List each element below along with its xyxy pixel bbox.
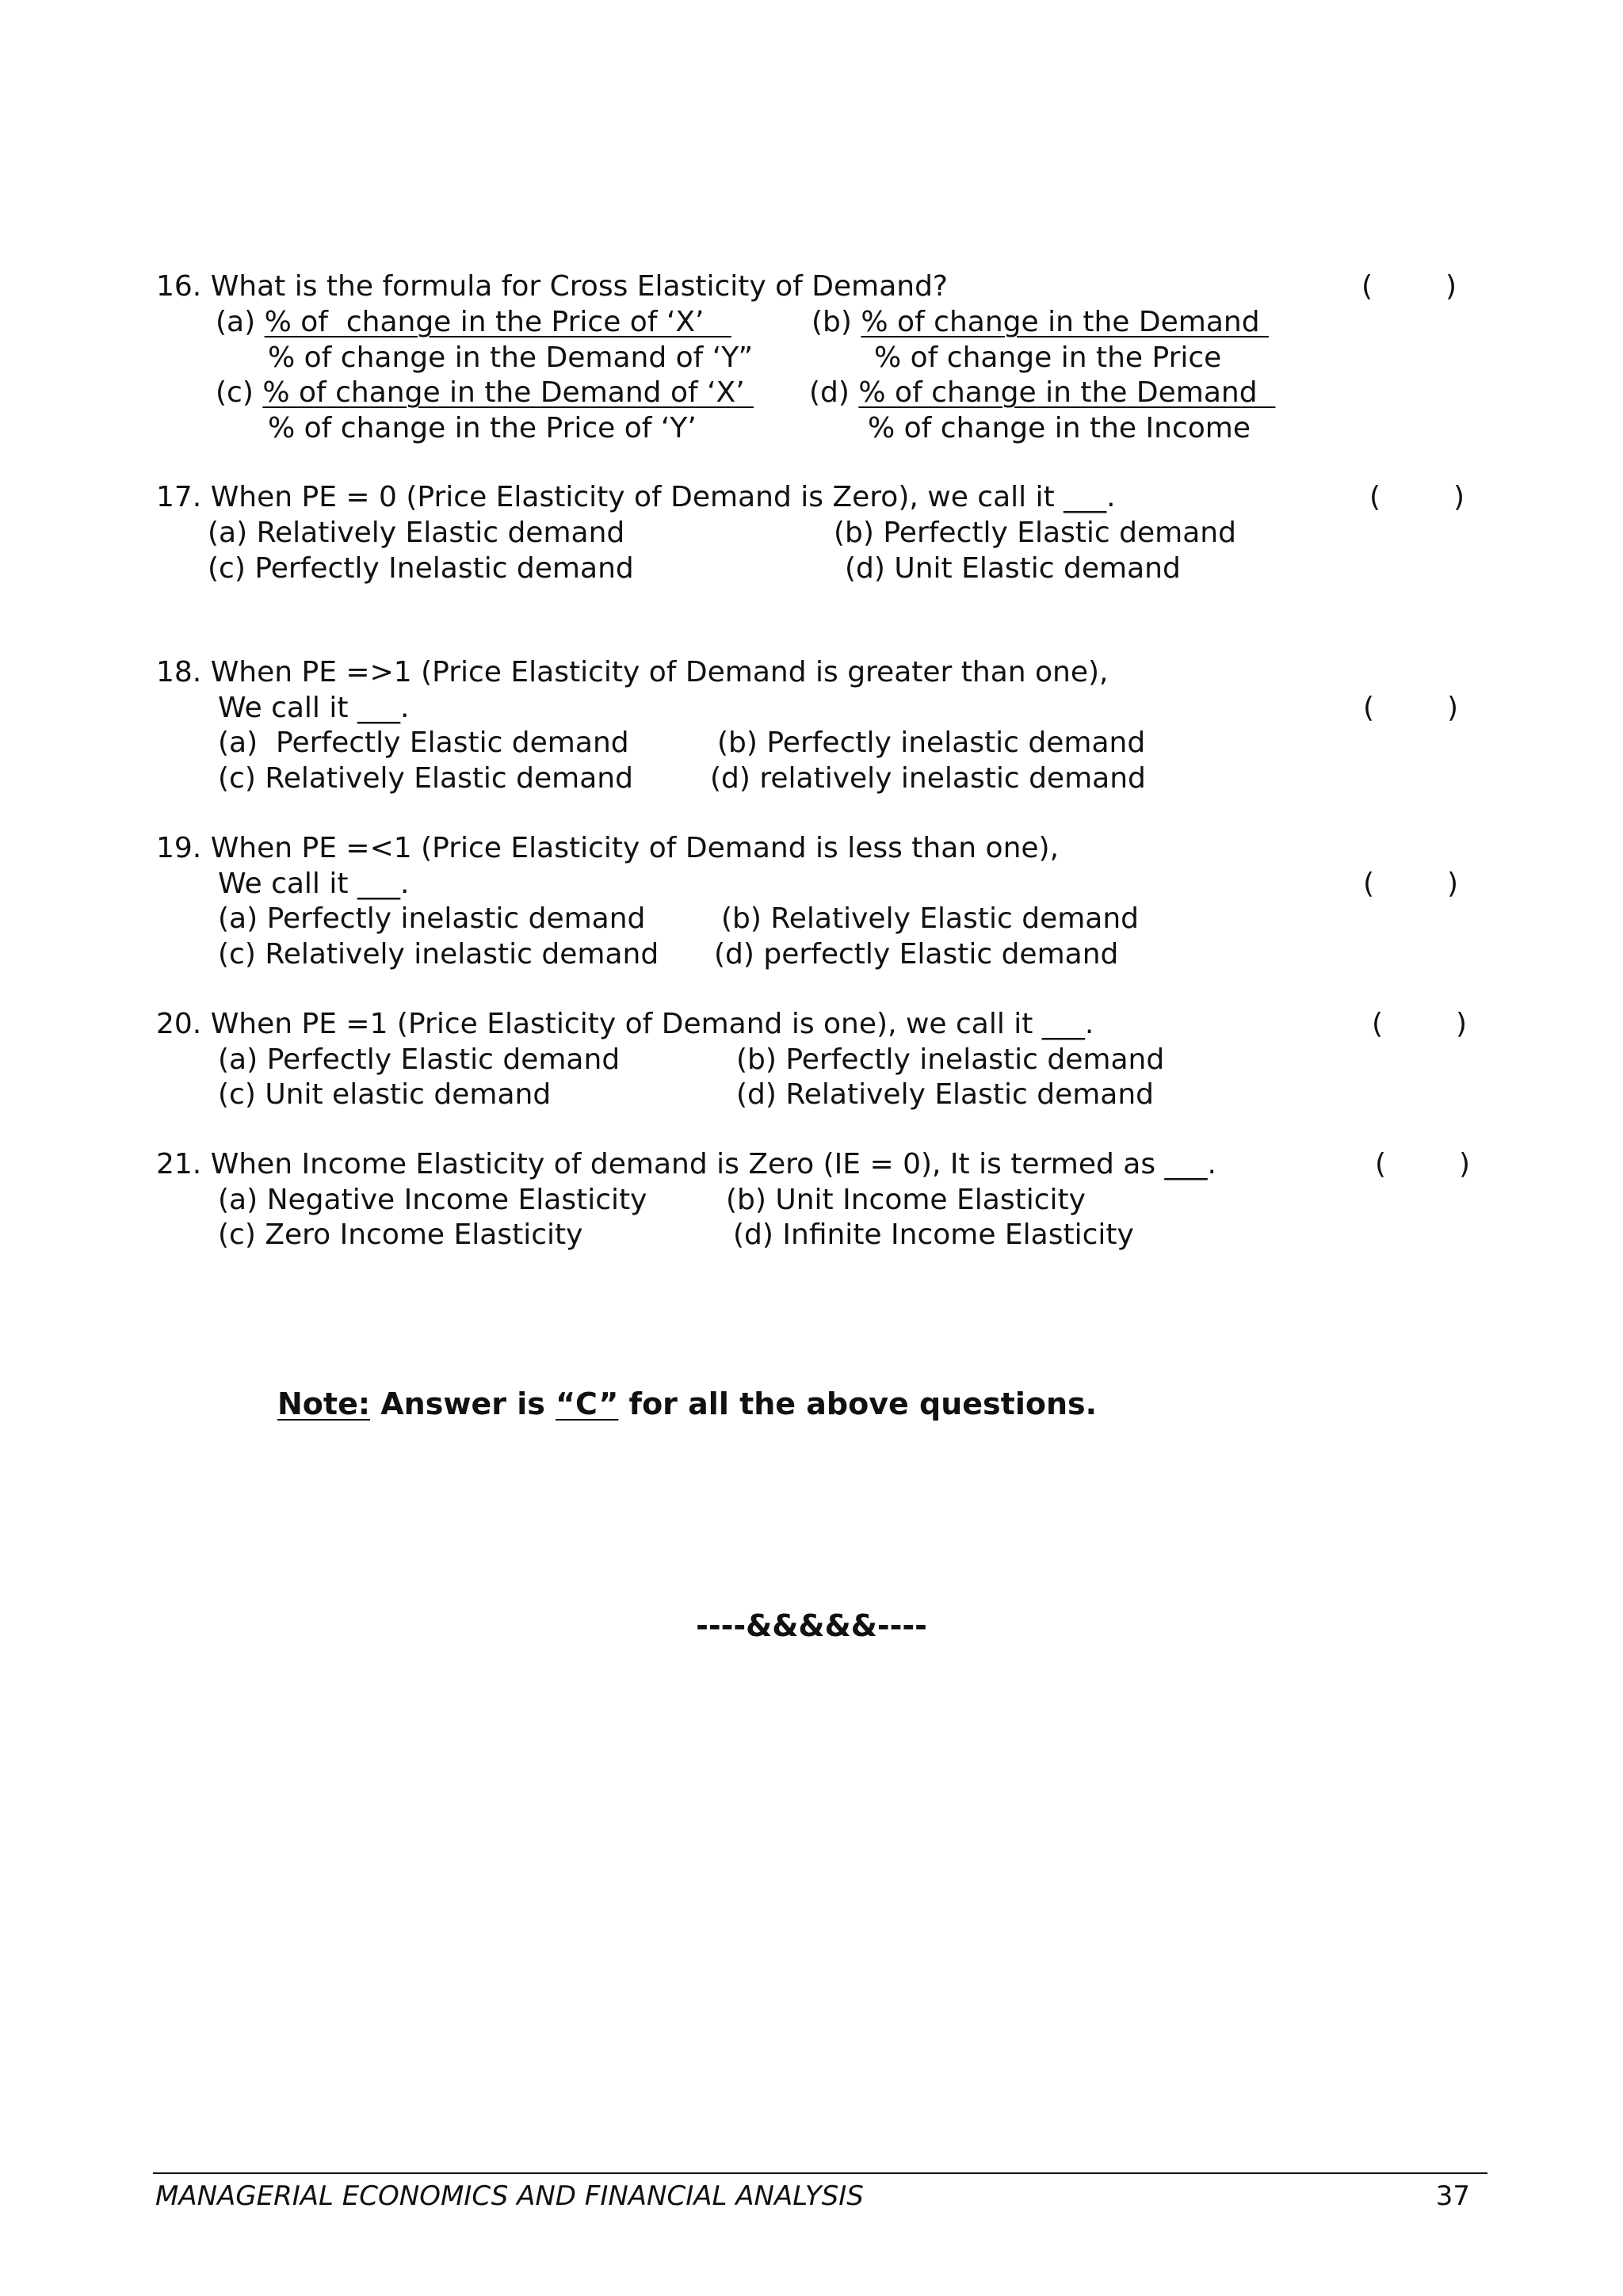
answer-note: Note: Answer is “C” for all the above questions. — [277, 1386, 1098, 1421]
option-20c: (c) Unit elastic demand — [218, 1078, 552, 1111]
option-16d: (d) % of change in the Demand — [809, 376, 1276, 409]
option-21a: (a) Negative Income Elasticity — [218, 1184, 647, 1216]
option-20b: (b) Perfectly inelastic demand — [736, 1043, 1165, 1076]
question-16-stem: 16. What is the formula for Cross Elasticity of Demand? — [156, 270, 949, 303]
question-18-stem-line2: We call it ___. — [218, 692, 410, 724]
question-20-answer-box[interactable]: ( ) — [1372, 1008, 1467, 1040]
option-17b: (b) Perfectly Elastic demand — [834, 517, 1236, 549]
option-16a: (a) % of change in the Price of ‘X’ — [216, 306, 731, 338]
footer-divider — [153, 2172, 1487, 2174]
question-16-answer-box[interactable]: ( ) — [1361, 270, 1457, 303]
question-21-stem: 21. When Income Elasticity of demand is Zero (IE = 0), It is termed as ___. — [156, 1148, 1216, 1180]
option-17c: (c) Perfectly Inelastic demand — [208, 552, 634, 585]
question-18-stem: 18. When PE =>1 (Price Elasticity of Demand is greater than one), — [156, 656, 1109, 688]
option-19d: (d) perfectly Elastic demand — [714, 938, 1119, 971]
option-18d: (d) relatively inelastic demand — [710, 762, 1146, 795]
question-17-answer-box[interactable]: ( ) — [1369, 481, 1465, 513]
note-answer: “C” — [556, 1386, 619, 1421]
option-19b: (b) Relatively Elastic demand — [721, 902, 1140, 935]
option-21d: (d) Infinite Income Elasticity — [733, 1219, 1134, 1251]
option-21c: (c) Zero Income Elasticity — [218, 1219, 583, 1251]
note-label: Note: — [277, 1386, 371, 1421]
option-20a: (a) Perfectly Elastic demand — [218, 1043, 621, 1076]
option-18a: (a) Perfectly Elastic demand — [218, 727, 629, 759]
question-21-answer-box[interactable]: ( ) — [1375, 1148, 1470, 1180]
question-20-stem: 20. When PE =1 (Price Elasticity of Demand is one), we call it ___. — [156, 1008, 1094, 1040]
footer-title: MANAGERIAL ECONOMICS AND FINANCIAL ANALYSIS — [155, 2180, 864, 2212]
section-separator: ----&&&&&---- — [696, 1608, 927, 1643]
option-19c: (c) Relatively inelastic demand — [218, 938, 659, 971]
option-18b: (b) Perfectly inelastic demand — [717, 727, 1146, 759]
page-number: 37 — [1435, 2180, 1470, 2212]
question-19-answer-box[interactable]: ( ) — [1363, 868, 1458, 900]
option-17d: (d) Unit Elastic demand — [845, 552, 1181, 585]
option-16b-denominator: % of change in the Price — [874, 341, 1222, 374]
option-16a-numerator: % of change in the Price of ‘X’ — [264, 306, 731, 338]
question-19-stem-line2: We call it ___. — [218, 868, 410, 900]
question-18-answer-box[interactable]: ( ) — [1363, 692, 1458, 724]
option-16a-denominator: % of change in the Demand of ‘Y” — [268, 341, 754, 374]
option-19a: (a) Perfectly inelastic demand — [218, 902, 646, 935]
option-20d: (d) Relatively Elastic demand — [736, 1078, 1155, 1111]
question-19-stem: 19. When PE =<1 (Price Elasticity of Demand is less than one), — [156, 832, 1060, 864]
question-17-stem: 17. When PE = 0 (Price Elasticity of Demand is Zero), we call it ___. — [156, 481, 1116, 513]
option-16c-denominator: % of change in the Price of ‘Y’ — [268, 412, 697, 444]
option-16b-numerator: % of change in the Demand — [861, 306, 1270, 338]
option-16c-numerator: % of change in the Demand of ‘X’ — [262, 376, 754, 409]
option-21b: (b) Unit Income Elasticity — [726, 1184, 1086, 1216]
option-17a: (a) Relatively Elastic demand — [208, 517, 625, 549]
option-18c: (c) Relatively Elastic demand — [218, 762, 633, 795]
option-16c: (c) % of change in the Demand of ‘X’ — [216, 376, 754, 409]
option-16b: (b) % of change in the Demand — [812, 306, 1270, 338]
option-16d-denominator: % of change in the Income — [868, 412, 1251, 444]
option-16d-numerator: % of change in the Demand — [858, 376, 1276, 409]
